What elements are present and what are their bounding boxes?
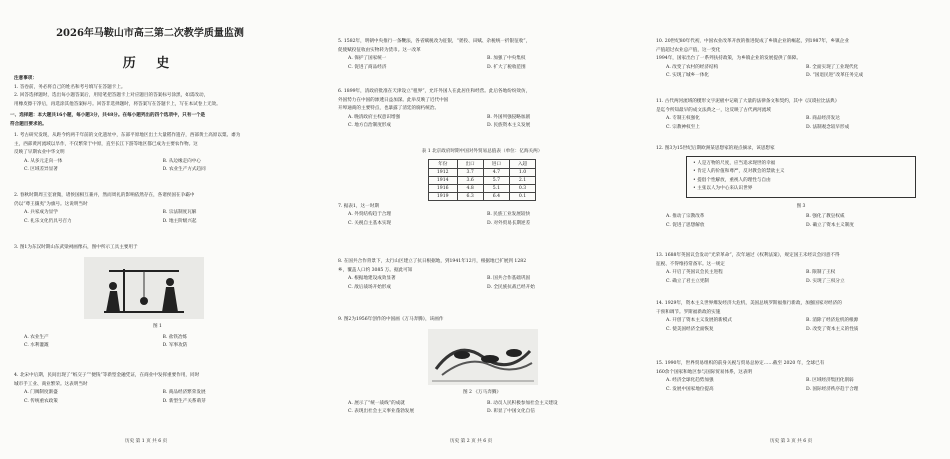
question-8 bbox=[338, 258, 626, 292]
question-text: 160余个国家和地区参与国际贸易体系，这表明 bbox=[656, 369, 753, 375]
option: C. 关税自主基本实现 bbox=[348, 220, 392, 226]
option: A. 改变了农村的经济结构 bbox=[666, 64, 719, 70]
question-10 bbox=[656, 38, 946, 81]
option: C. 确立了君主立宪制 bbox=[666, 278, 710, 284]
option: A. 展示了“统一战线”的成就 bbox=[348, 400, 405, 406]
option: A. 开启了英国议会民主进程 bbox=[666, 270, 723, 276]
notice-item: 用橡皮擦干净后，再选涂其他答案标号。回答非选择题时，将答案写在答题卡上，写在本试卷上无效。 bbox=[14, 101, 221, 107]
figure-1-caption: 图 1 bbox=[153, 324, 162, 330]
question-text: 征税、不得维持常备军。这一规定 bbox=[656, 261, 725, 267]
figure-3-caption: 图 3 bbox=[796, 203, 806, 209]
table-cell: 4.7 bbox=[483, 168, 509, 176]
question-13 bbox=[656, 252, 946, 286]
option: C. 促进了思想解放 bbox=[666, 222, 705, 228]
question-4 bbox=[14, 372, 301, 406]
notice-item: 2. 回答选择题时，选出每小题答案后，用铅笔把答题卡上对应题目的答案标号涂黑，如需改动， bbox=[14, 93, 209, 99]
option: D. 彰显了中国文化自信 bbox=[487, 409, 535, 415]
table-row bbox=[428, 168, 535, 176]
option: D. “国退民进”改革任务完成 bbox=[806, 73, 864, 79]
question-text: 城市手工业、商业繁荣。这表明当时 bbox=[14, 381, 88, 387]
option: A. 晚清政府主权意识增强 bbox=[348, 114, 401, 120]
question-3 bbox=[14, 244, 301, 351]
option: D. 民族资本主义发展 bbox=[487, 123, 531, 129]
option: B. 强化了教皇权威 bbox=[806, 214, 845, 220]
section-line: 一、选择题：本大题共16小题，每小题3分，共48分。在每小题列出的四个选项中，只有一个是 bbox=[10, 113, 206, 118]
table-cell: 1919 bbox=[428, 192, 457, 200]
page-3 bbox=[650, 0, 950, 459]
question-11 bbox=[656, 98, 946, 132]
figure-3-line: • 提倡个性解放，重视人的理性与自由 bbox=[693, 177, 771, 183]
option: B. 商品经济发达 bbox=[806, 116, 840, 122]
option: A. 兵家成为显学 bbox=[24, 210, 58, 216]
table-cell: 1914 bbox=[428, 176, 457, 184]
figure-3-box bbox=[686, 156, 916, 198]
question-text: 5. 1582年，明朝中央推行一条鞭法，各省赋税改为征银，“徭役、田赋、杂税统一折银征收”， bbox=[338, 39, 531, 44]
option: D. 扩大了税收范围 bbox=[487, 64, 526, 70]
question-text: 12. 图3为15世纪后期欧洲某思想家的观点摘录，该思想家 bbox=[656, 146, 775, 151]
question-text: 产值超过农业总产值，这一变化 bbox=[656, 47, 721, 53]
question-text: 9. 图2为1956年创作的中国画《万马奔腾》，该画作 bbox=[338, 317, 444, 322]
option: D. 实现了三权分立 bbox=[806, 278, 845, 284]
question-text: 干预和调节。罗斯福新政的实施 bbox=[656, 309, 721, 315]
table-cell: 0.3 bbox=[509, 184, 535, 192]
table-cell: 1912 bbox=[428, 168, 457, 176]
table-cell: 0.1 bbox=[509, 192, 535, 200]
option: C. 地方自治制度形成 bbox=[348, 123, 392, 129]
question-text: 13. 1688年英国议会发动“光荣革命”，次年通过《权利法案》，规定国王未经议会同意不得 bbox=[656, 253, 840, 258]
question-5 bbox=[338, 38, 626, 72]
option: D. 军事攻防 bbox=[162, 343, 188, 349]
option: C. 传统重农政策 bbox=[24, 398, 58, 404]
question-6 bbox=[338, 88, 626, 131]
question-text: 1994年，国家出台了一系列扶持政策，为乡镇企业的发展提供了保障。 bbox=[656, 56, 801, 62]
option: D. 法制观念较早形成 bbox=[806, 124, 850, 130]
table-cell: 4.8 bbox=[457, 184, 483, 192]
option: A. 门阀制度渐盛 bbox=[24, 390, 58, 396]
table-cell: 5.7 bbox=[483, 176, 509, 184]
option: A. 推动了宗教改革 bbox=[666, 214, 705, 220]
table-cell: 5.1 bbox=[483, 184, 509, 192]
table-cell: 1916 bbox=[428, 184, 457, 192]
table-cell: 1.0 bbox=[509, 168, 535, 176]
option: C. 敌后战场开始形成 bbox=[348, 284, 392, 290]
figure-2-image bbox=[428, 329, 538, 385]
question-text: 外国势力在中国的渗透日益加深。此举反映了近代中国 bbox=[338, 97, 449, 103]
question-text: 是迄今所知最早的成文法典之一，这反映了古代两河流域 bbox=[656, 107, 771, 113]
option: A. 开创了资本主义发展的新模式 bbox=[666, 318, 732, 324]
subject-title: 历 史 bbox=[122, 56, 178, 71]
question-text: 乡，覆盖人口约 3085 万。据此可知 bbox=[338, 267, 413, 273]
page-1 bbox=[0, 0, 305, 459]
option: A. 外贸结构趋于合理 bbox=[348, 212, 391, 218]
question-12 bbox=[656, 145, 946, 230]
option: A. 根据地建设成效显著 bbox=[348, 276, 396, 282]
option: B. 从边缘走向中心 bbox=[162, 158, 201, 164]
question-text: 反映了早期农业中华文明 bbox=[14, 150, 65, 156]
option: C. 使美国经济全面恢复 bbox=[666, 326, 714, 332]
question-14 bbox=[656, 300, 946, 334]
option: B. 区域经济集团化削弱 bbox=[806, 378, 854, 384]
option: C. 表现出社会主义事业蓬勃发展 bbox=[348, 409, 414, 415]
option: B. 外国列强侵略加剧 bbox=[487, 114, 531, 120]
section-line: 符合题目要求的。 bbox=[10, 121, 47, 127]
table-header: 出口 bbox=[457, 159, 483, 168]
option: C. 水利灌溉 bbox=[24, 343, 49, 349]
option: C. 礼乐文化仍具号召力 bbox=[24, 218, 72, 224]
option: C. 宗教神权至上 bbox=[666, 124, 700, 130]
option: D. 全民族抗战已经开始 bbox=[487, 284, 535, 290]
option: B. 盐铁冶炼 bbox=[162, 334, 188, 340]
question-text: 开埠通商的主要特点，也暴露了清廷的腐朽统治。 bbox=[338, 106, 440, 112]
figure-2-caption: 图 2 《万马奔腾》 bbox=[462, 390, 501, 396]
option: D. 农业生产方式趋同 bbox=[162, 167, 206, 173]
option: A. 农业生产 bbox=[24, 334, 49, 340]
question-text: 4. 北宋中后期，民间出现了“纸交子”“便钱”等新型金融凭证，在商业中发挥重要作用，同时 bbox=[14, 373, 200, 378]
exam-title: 2026年马鞍山市高三第二次教学质量监测 bbox=[56, 28, 244, 39]
table-header: 进口 bbox=[483, 159, 509, 168]
option: B. 国共合作基础巩固 bbox=[487, 276, 531, 282]
option: B. 商品经济繁荣发展 bbox=[162, 390, 206, 396]
option: D. 确立了资本主义制度 bbox=[806, 222, 854, 228]
option: C. 促进了商品经济 bbox=[348, 64, 387, 70]
question-15 bbox=[656, 360, 946, 394]
option: B. 宗法制度瓦解 bbox=[162, 210, 197, 216]
question-7 bbox=[338, 148, 626, 228]
option: D. 改变了资本主义的性质 bbox=[806, 326, 859, 332]
figure-1-image bbox=[84, 257, 204, 319]
option: D. 新型生产关系萌芽 bbox=[162, 398, 206, 404]
option: B. 限制了王权 bbox=[806, 270, 836, 276]
option: B. 民族工业发展较快 bbox=[487, 212, 531, 218]
table-row bbox=[428, 176, 535, 184]
option: D. 国际经济秩序趋于合理 bbox=[806, 386, 859, 392]
question-text: 6. 1899年，清政府批准在天津设立“租界”，允许外国人在此居住和经营。此后各地纷纷效仿， bbox=[338, 89, 531, 94]
table-cell: 2.1 bbox=[509, 176, 535, 184]
option: A. 保护了国家统一 bbox=[348, 56, 387, 62]
option: C. 区域差异显著 bbox=[24, 167, 58, 173]
option: B. 加强了中央集权 bbox=[487, 56, 526, 62]
table-caption: 表 1 北京政府时期中国对外贸易总值表（单位：亿海关两） bbox=[421, 149, 543, 154]
figure-3-line: • 肯定人的价值和尊严，反对教会的禁欲主义 bbox=[693, 169, 785, 175]
option: B. 消除了经济危机的根源 bbox=[806, 318, 859, 324]
question-text: 7. 据表1，这一时期 bbox=[338, 203, 379, 209]
question-2 bbox=[14, 192, 301, 226]
question-text: 14. 1929年，资本主义世界爆发经济大危机，美国总统罗斯福推行新政，加强国家对经济的 bbox=[656, 301, 842, 306]
option: A. 经济全球化趋势加强 bbox=[666, 378, 714, 384]
question-text: 15. 1990年，世界贸易组织的前身关税与贸易总协定……截至 2020 年，全球已有 bbox=[656, 361, 825, 366]
question-9 bbox=[338, 316, 626, 417]
question-text: 3. 图1为东汉时期山东武梁祠画像石，图中所示工具主要用于 bbox=[14, 245, 138, 250]
option: B. 全面实现了工业现代化 bbox=[806, 64, 859, 70]
option: A. 专制王权强化 bbox=[666, 116, 700, 122]
table-header: 年份 bbox=[428, 159, 457, 168]
question-text: 仍以“尊王攘夷”为旗号。这说明当时 bbox=[14, 201, 88, 207]
table-row bbox=[428, 192, 535, 200]
figure-3-line: • 人是万物的尺度，应当追求现世的幸福 bbox=[693, 160, 776, 166]
option: C. 发展中国家地位提高 bbox=[666, 386, 714, 392]
question-text: 11. 古代两河流域的楔形文字泥板中记载了大量的法律条文和契约，其中《汉谟拉比法典》 bbox=[656, 99, 840, 104]
section-heading bbox=[10, 112, 301, 129]
notice-heading: 注意事项： bbox=[14, 76, 37, 81]
option: A. 从多元走向一体 bbox=[24, 158, 63, 164]
option: D. 对外贸易长期逆差 bbox=[487, 220, 531, 226]
table-cell: 6.3 bbox=[457, 192, 483, 200]
page-footer: 历史 第 2 页 共 6 页 bbox=[450, 439, 493, 445]
page-footer: 历史 第 1 页 共 6 页 bbox=[125, 439, 168, 445]
option: B. 动员人民积极参加社会主义建设 bbox=[487, 400, 558, 406]
question-text: 主，西部黄河流域以旱作，不仅繁荣于中原，直至长江下游等地区都已成为主要农作物。这 bbox=[14, 141, 198, 147]
page-footer: 历史 第 3 页 共 6 页 bbox=[770, 439, 813, 445]
option: C. 实现了城乡一体化 bbox=[666, 73, 710, 79]
table-row bbox=[428, 184, 535, 192]
table-header: 入超 bbox=[509, 159, 535, 168]
table-cell: 3.7 bbox=[457, 168, 483, 176]
trade-table bbox=[428, 159, 536, 201]
page-2 bbox=[330, 0, 630, 459]
question-text: 10. 20世纪80年代初，中国农业改革开放的推进促成了乡镇企业的崛起，到1987年，乡镇企业 bbox=[656, 39, 849, 44]
table-cell: 6.4 bbox=[483, 192, 509, 200]
notice-item: 1. 答卷前，务必将自己的姓名和考号填写在答题卡上。 bbox=[14, 84, 126, 90]
table-cell: 3.6 bbox=[457, 176, 483, 184]
question-text: 8. 在国共合作背景下，太行山区建立了抗日根据地，到1941年12月，根据地已扩展到 1282 bbox=[338, 259, 527, 264]
question-text: 促使赋役征收由实物转为货币。这一改革 bbox=[338, 47, 421, 53]
option: D. 地主阶级兴起 bbox=[162, 218, 197, 224]
table-header-row bbox=[428, 159, 535, 168]
question-text: 1. 考古研究发现，从距今约两千年前的文化遗址中，东部平原地区出土大量稻作遗存，西部黄土高原以粟、黍为 bbox=[14, 133, 241, 138]
question-text: 2. 春秋时期周王室衰微，诸侯国相互兼并，然而周礼的影响依然存在，各诸侯国在争霸中 bbox=[14, 193, 195, 198]
question-1 bbox=[14, 132, 301, 175]
figure-3-line: • 主张以人为中心来认识世界 bbox=[693, 186, 753, 192]
notice-block bbox=[14, 75, 301, 109]
